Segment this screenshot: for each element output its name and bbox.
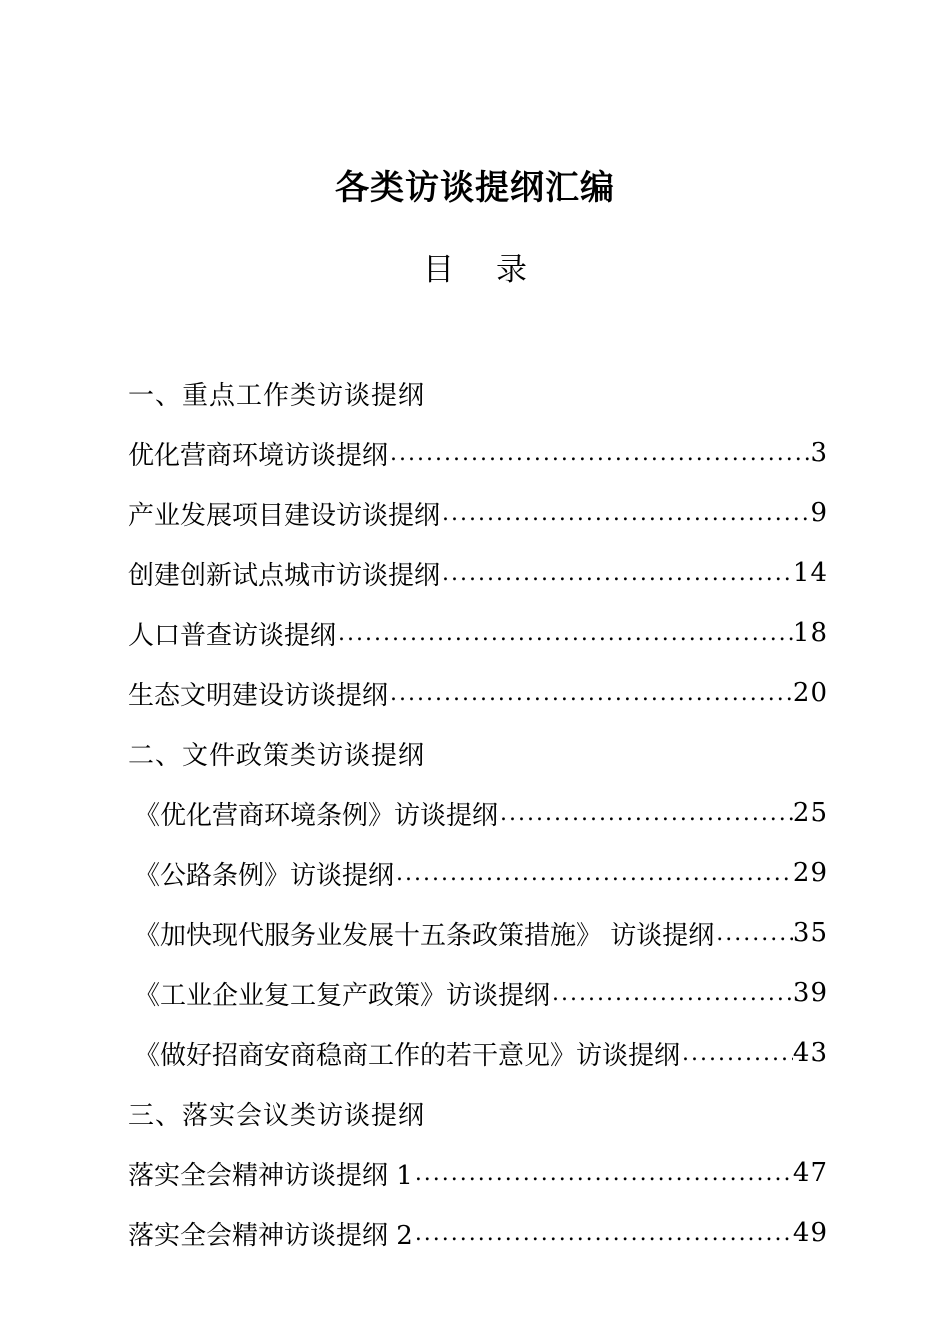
toc-entry[interactable] [128, 1203, 828, 1263]
toc-page-number: 35 [792, 918, 828, 948]
toc-heading-right: 录 [496, 252, 527, 288]
toc-entry[interactable] [128, 1143, 828, 1203]
toc-entry[interactable] [128, 1023, 828, 1083]
toc-page-number: 49 [792, 1218, 828, 1248]
toc-entry-label: 优化营商环境访谈提纲 [128, 440, 389, 471]
toc-entry-label: 落实全会精神访谈提纲 2 [128, 1220, 413, 1251]
toc-dot-leader [413, 1219, 793, 1247]
toc-section-label: 二、文件政策类访谈提纲 [128, 740, 426, 771]
toc-entry[interactable] [128, 903, 828, 963]
toc-dot-leader [394, 859, 793, 887]
toc-entry-label: 《优化营商环境条例》访谈提纲 [134, 800, 499, 831]
toc-page-number: 9 [810, 498, 828, 528]
toc-entry-label: 《加快现代服务业发展十五条政策措施》 访谈提纲 [134, 920, 715, 951]
toc-entry-label: 创建创新试点城市访谈提纲 [128, 560, 441, 591]
toc-entry-label: 《工业企业复工复产政策》访谈提纲 [134, 980, 551, 1011]
toc-entry[interactable] [128, 783, 828, 843]
toc-dot-leader [680, 1039, 793, 1067]
toc-page-number: 20 [792, 678, 828, 708]
toc-entry[interactable] [128, 963, 828, 1023]
toc-entry[interactable] [128, 543, 828, 603]
toc-dot-leader [714, 919, 793, 947]
toc-entry-label: 人口普查访谈提纲 [128, 620, 337, 651]
toc-dot-leader [336, 619, 793, 647]
toc-dot-leader [413, 1159, 793, 1187]
toc-page-number: 43 [792, 1038, 828, 1068]
toc-heading-left: 目 [423, 252, 454, 288]
toc-dot-leader [550, 979, 793, 1007]
toc-section-policy-documents[interactable] [128, 723, 828, 783]
table-of-contents [128, 363, 828, 1263]
toc-dot-leader [388, 439, 810, 467]
toc-entry[interactable] [128, 843, 828, 903]
toc-entry-label: 落实全会精神访谈提纲 1 [128, 1160, 413, 1191]
toc-page-number: 18 [792, 618, 828, 648]
toc-page-number: 29 [792, 858, 828, 888]
toc-dot-leader [498, 799, 793, 827]
toc-page-number: 39 [792, 978, 828, 1008]
toc-section-label: 三、落实会议类访谈提纲 [128, 1100, 426, 1131]
toc-entry-label: 《做好招商安商稳商工作的若干意见》访谈提纲 [134, 1040, 681, 1071]
toc-section-meeting-implementation[interactable] [128, 1083, 828, 1143]
toc-section-key-work[interactable] [128, 363, 828, 423]
document-title: 各类访谈提纲汇编 [335, 168, 615, 208]
toc-dot-leader [388, 679, 793, 707]
toc-entry[interactable] [128, 603, 828, 663]
toc-page-number: 3 [810, 438, 828, 468]
toc-dot-leader [440, 499, 810, 527]
toc-entry[interactable] [128, 483, 828, 543]
toc-section-label: 一、重点工作类访谈提纲 [128, 380, 426, 411]
toc-entry[interactable] [128, 663, 828, 723]
toc-entry-label: 产业发展项目建设访谈提纲 [128, 500, 441, 531]
toc-heading [0, 250, 950, 290]
toc-page-number: 14 [792, 558, 828, 588]
toc-entry[interactable] [128, 423, 828, 483]
toc-page-number: 47 [792, 1158, 828, 1188]
toc-page-number: 25 [792, 798, 828, 828]
toc-entry-label: 生态文明建设访谈提纲 [128, 680, 389, 711]
toc-dot-leader [440, 559, 793, 587]
toc-entry-label: 《公路条例》访谈提纲 [134, 860, 395, 891]
